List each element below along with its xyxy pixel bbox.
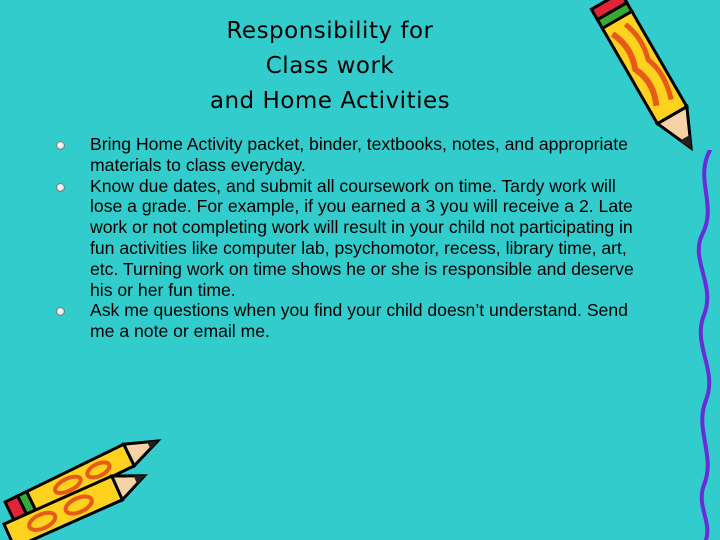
squiggle-line (690, 150, 720, 540)
crayon-icon (0, 430, 175, 540)
title-line-3: and Home Activities (209, 88, 451, 114)
bullet-dot-icon (56, 141, 65, 150)
bullet-dot-icon (56, 307, 65, 316)
pencil-icon (585, 0, 720, 165)
bullet-item (53, 300, 643, 342)
bullet-text: Ask me questions when you find your child doesn’t understand. Send me a note or email me. (90, 300, 628, 342)
bullet-text: Bring Home Activity packet, binder, textbooks, notes, and appropriate materials to class everyday. (90, 134, 628, 175)
bullet-list (53, 134, 643, 342)
title-line-2: Class work (265, 53, 395, 79)
slide-title (150, 14, 510, 119)
bullet-dot-icon (56, 183, 65, 192)
bullet-item (53, 134, 643, 176)
bullet-item (53, 176, 643, 301)
title-line-1: Responsibility for (226, 18, 434, 44)
bullet-text: Know due dates, and submit all coursework on time. Tardy work will lose a grade. For example, if you earned a 3 you will receive a 2. Late work or not completing work will result in your child not participating in fun activities like computer lab, psychomotor, recess, library time, art, etc. Turning work on time shows he or she is responsible and deserve his or her fun time. (90, 175, 634, 300)
